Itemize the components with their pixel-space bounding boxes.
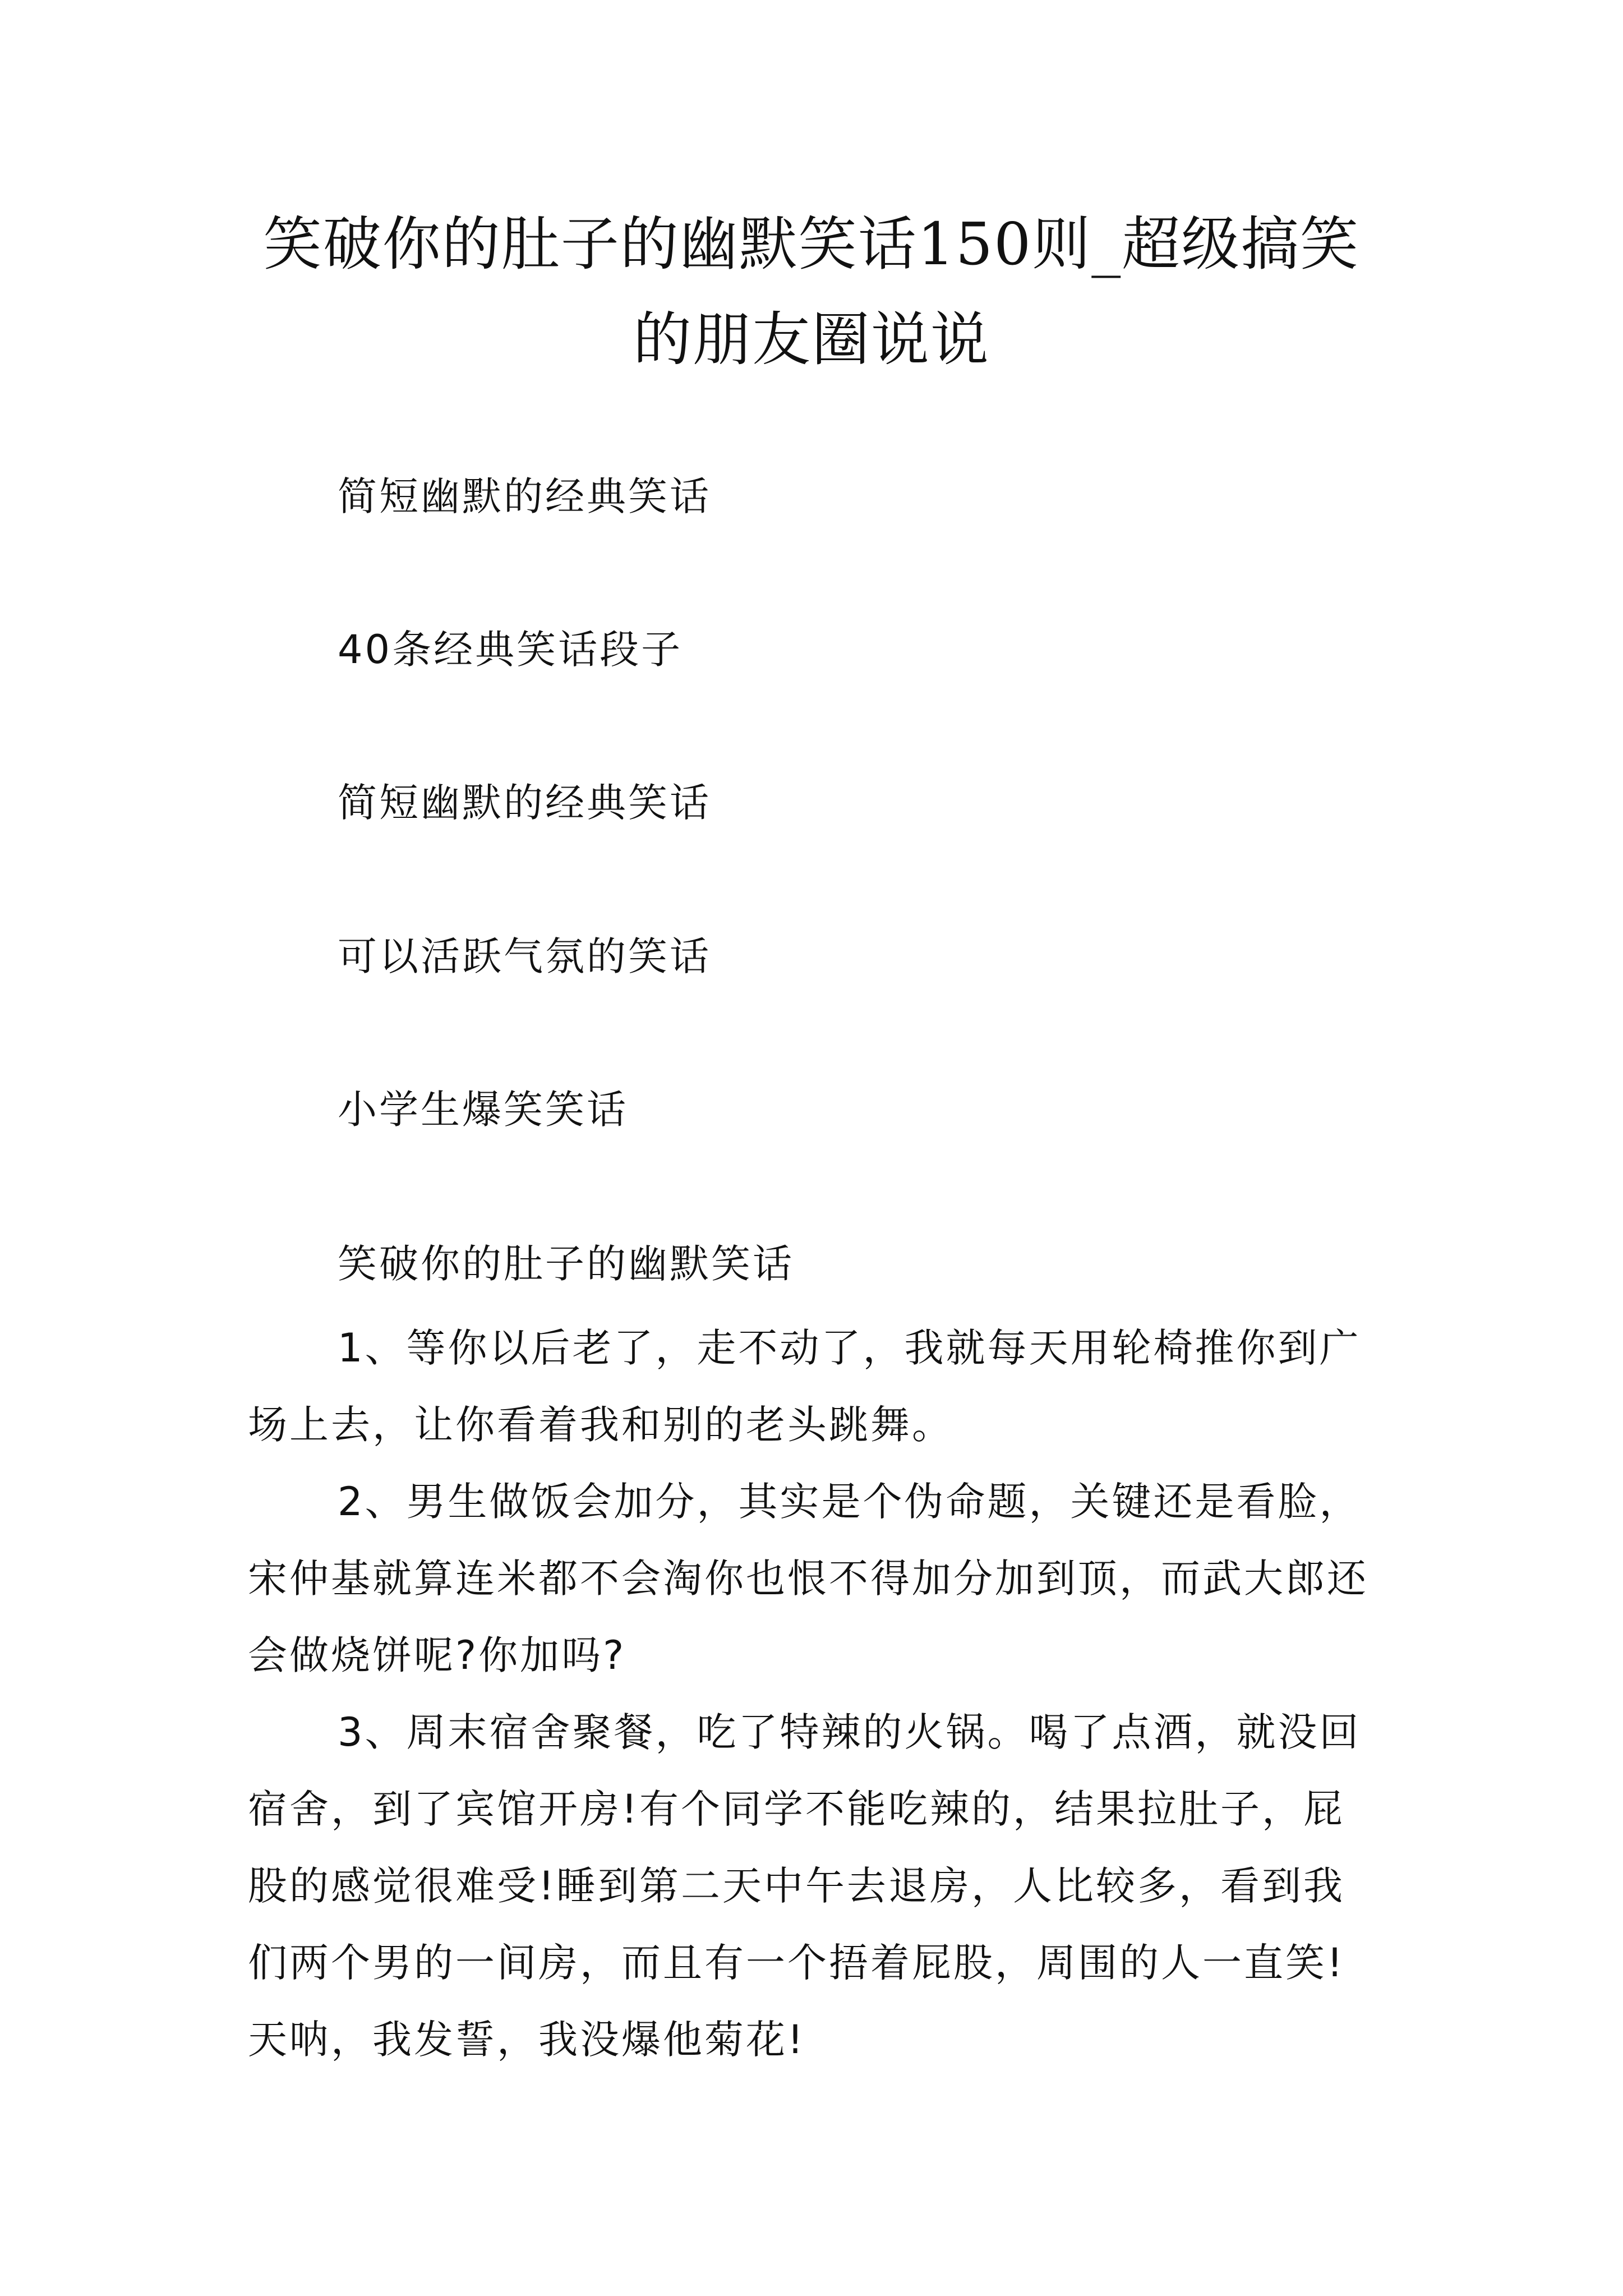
joke-paragraph-3: 3、周末宿舍聚餐，吃了特辣的火锅。喝了点酒，就没回宿舍，到了宾馆开房!有个同学不能吃辣的，结果拉肚子，屁股的感觉很难受!睡到第二天中午去退房，人比较多，看到我们两个男的一间房，而且有一个捂着屁股，周围的人一直笑!天呐，我发誓，我没爆他菊花! [248,1709,1361,2063]
section-heading: 笑破你的肚子的幽默笑话 [338,1241,794,1287]
document-title: 笑破你的肚子的幽默笑话150则_超级搞笑的朋友圈说说 [263,210,1360,374]
article-body [248,1310,1375,2078]
related-link-1[interactable]: 简短幽默的经典笑话 [338,473,711,519]
joke-paragraph-1: 1、等你以后老了，走不动了，我就每天用轮椅推你到广场上去，让你看着我和别的老头跳舞。 [248,1325,1361,1448]
related-link-5[interactable]: 小学生爆笑笑话 [338,1087,628,1133]
related-link-4[interactable]: 可以活跃气氛的笑话 [338,933,711,979]
related-link-3[interactable]: 简短幽默的经典笑话 [338,780,711,826]
joke-paragraph-2: 2、男生做饭会加分，其实是个伪命题，关键还是看脸，宋仲基就算连米都不会淘你也恨不得加分加到顶，而武大郎还会做烧饼呢?你加吗? [248,1479,1368,1678]
related-link-2[interactable]: 40条经典笑话段子 [338,627,683,673]
